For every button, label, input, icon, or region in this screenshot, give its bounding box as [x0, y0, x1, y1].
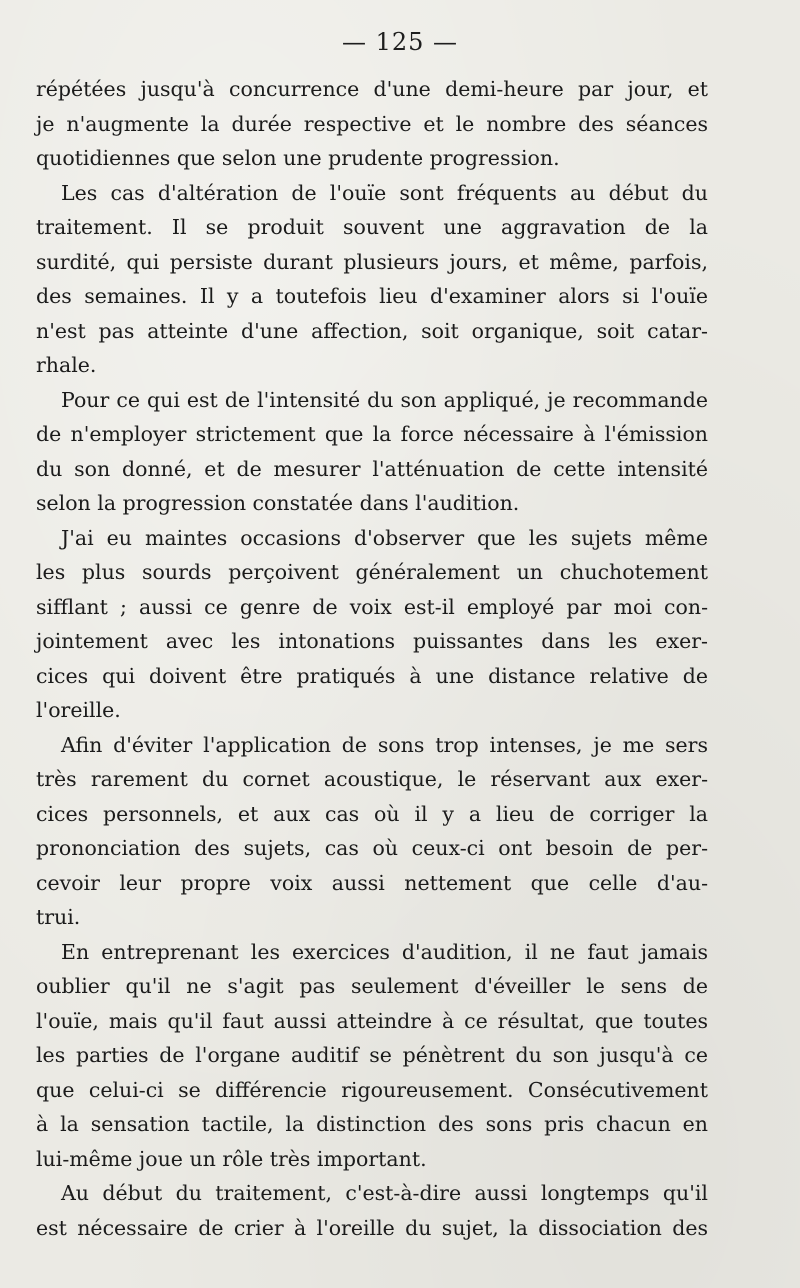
text-line: sifflant ; aussi ce genre de voix est-il employé par moi con-	[36, 594, 708, 619]
text-line: J'ai eu maintes occasions d'observer que les sujets même	[61, 525, 708, 550]
text-line: oublier qu'il ne s'agit pas seulement d'éveiller le sens de	[36, 974, 708, 998]
text-line: l'oreille.	[36, 698, 121, 722]
text-line: des semaines. Il y a toutefois lieu d'examiner alors si l'ouïe	[36, 284, 708, 308]
text-line: cices qui doivent être pratiqués à une distance relative de	[36, 663, 708, 688]
text-line: En entreprenant les exercices d'audition, il ne faut jamais	[61, 939, 708, 964]
text-line: Au début du traitement, c'est-à-dire aussi longtemps qu'il	[61, 1181, 708, 1205]
paragraph	[36, 728, 708, 935]
text-line: n'est pas atteinte d'une affection, soit organique, soit catar-	[36, 318, 708, 343]
text-line: Pour ce qui est de l'intensité du son appliqué, je recommande	[61, 387, 708, 412]
text-line: répétées jusqu'à concurrence d'une demi-heure par jour, et	[36, 77, 708, 101]
text-line: cices personnels, et aux cas où il y a lieu de corriger la	[36, 801, 708, 826]
text-line: Afin d'éviter l'application de sons trop intenses, je me sers	[61, 732, 708, 757]
paragraph	[36, 521, 708, 728]
text-line: trui.	[36, 905, 81, 929]
paragraph	[36, 72, 708, 176]
body-text	[36, 72, 708, 1245]
text-line: les plus sourds perçoivent généralement un chuchotement	[36, 560, 708, 584]
text-line: selon la progression constatée dans l'audition.	[36, 491, 520, 515]
page-number: — 125 —	[341, 28, 459, 56]
text-line: traitement. Il se produit souvent une aggravation de la	[36, 215, 708, 239]
text-line: les parties de l'organe auditif se pénètrent du son jusqu'à ce	[36, 1043, 708, 1067]
text-line: à la sensation tactile, la distinction des sons pris chacun en	[36, 1112, 708, 1136]
text-line: prononciation des sujets, cas où ceux-ci ont besoin de per-	[36, 836, 708, 860]
text-line: jointement avec les intonations puissantes dans les exer-	[36, 629, 708, 653]
paragraph	[36, 176, 708, 383]
text-line: rhale.	[36, 353, 97, 377]
text-line: l'ouïe, mais qu'il faut aussi atteindre à ce résultat, que toutes	[36, 1008, 708, 1033]
paragraph	[36, 935, 708, 1177]
text-line: lui-même joue un rôle très important.	[36, 1146, 427, 1171]
paragraph	[36, 1176, 708, 1245]
text-line: cevoir leur propre voix aussi nettement que celle d'au-	[36, 870, 708, 895]
text-line: très rarement du cornet acoustique, le réservant aux exer-	[36, 767, 708, 791]
text-line: du son donné, et de mesurer l'atténuation de cette intensité	[36, 456, 708, 481]
paragraph	[36, 383, 708, 521]
text-line: que celui-ci se différencie rigoureusement. Consécutivement	[36, 1077, 708, 1102]
text-line: de n'employer strictement que la force nécessaire à l'émission	[36, 422, 708, 446]
text-line: surdité, qui persiste durant plusieurs jours, et même, parfois,	[36, 249, 708, 274]
text-line: est nécessaire de crier à l'oreille du sujet, la dissociation des	[36, 1215, 708, 1240]
text-line: je n'augmente la durée respective et le nombre des séances	[36, 111, 708, 136]
text-line: Les cas d'altération de l'ouïe sont fréquents au début du	[61, 180, 708, 205]
text-line: quotidiennes que selon une prudente progression.	[36, 146, 560, 170]
